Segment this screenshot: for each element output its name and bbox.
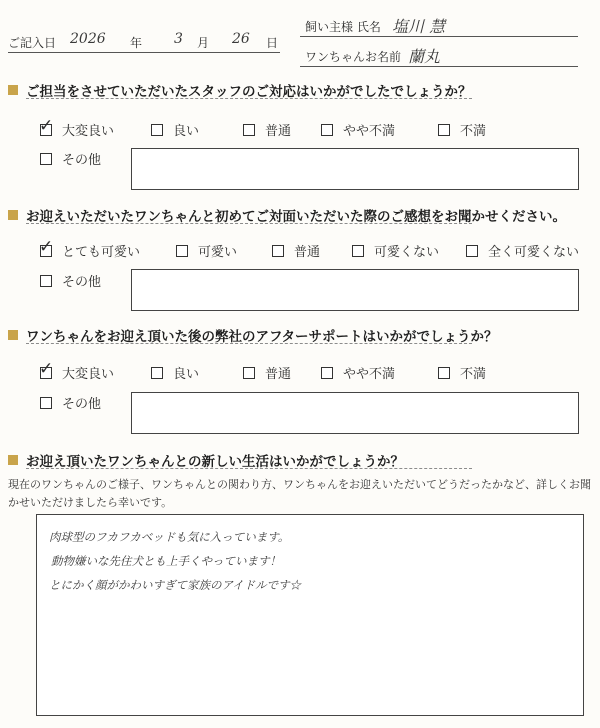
q3-option-1-label: 大変良い (62, 367, 115, 382)
q3-option-1[interactable] (40, 363, 114, 382)
q1-other-checkbox[interactable] (40, 153, 52, 165)
q2-option-4-label: 可愛くない (374, 245, 440, 260)
q2-option-1-checkbox[interactable] (40, 245, 52, 257)
q2-option-4[interactable] (352, 241, 439, 260)
q3-option-2-checkbox[interactable] (151, 367, 163, 379)
question-1-marker (8, 85, 18, 95)
q1-option-4[interactable] (321, 120, 395, 139)
question-4-heading (8, 450, 592, 470)
q1-option-1-label: 大変良い (62, 124, 115, 139)
q3-option-3[interactable] (243, 363, 291, 382)
q2-other-label: その他 (62, 275, 102, 290)
q2-option-2-label: 可愛い (198, 245, 238, 260)
dog-name-label: ワンちゃんお名前 (305, 50, 402, 64)
q2-option-4-checkbox[interactable] (352, 245, 364, 257)
entry-day-value[interactable]: 26 (232, 31, 250, 47)
entry-date-label: ご記入日 (8, 36, 57, 50)
q4-answer-line-2: 動物嫌いな先住犬とも上手くやっています！ (51, 554, 281, 568)
q2-option-5-label: 全く可愛くない (488, 245, 580, 260)
q2-option-1-label: とても可愛い (62, 245, 141, 260)
entry-year-label: 年 (130, 36, 143, 50)
question-2-heading (8, 205, 592, 225)
q2-other-checkbox[interactable] (40, 275, 52, 287)
q2-option-1[interactable] (40, 241, 140, 260)
entry-date-underline (8, 52, 280, 53)
question-1-title: ご担当をさせていただいたスタッフのご対応はいかがでしたでしょうか？ (26, 84, 472, 100)
q2-option-3-label: 普通 (294, 245, 321, 260)
q2-other-textbox[interactable] (131, 269, 579, 311)
q3-option-3-checkbox[interactable] (243, 367, 255, 379)
q3-other-checkbox[interactable] (40, 397, 52, 409)
q1-other-textbox[interactable] (131, 148, 579, 190)
question-2-marker (8, 210, 18, 220)
q2-option-3-checkbox[interactable] (272, 245, 284, 257)
q1-option-1[interactable] (40, 120, 114, 139)
question-4-marker (8, 455, 18, 465)
q3-option-5[interactable] (438, 363, 486, 382)
q1-option-5[interactable] (438, 120, 486, 139)
q1-option-2-label: 良い (173, 124, 200, 139)
q3-option-5-label: 不満 (460, 367, 487, 382)
entry-year-value[interactable]: 2026 (70, 31, 106, 47)
dog-name-underline (300, 66, 578, 67)
question-3-title: ワンちゃんをお迎え頂いた後の弊社のアフターサポートはいかがでしょうか？ (26, 329, 498, 345)
q1-option-5-label: 不満 (460, 124, 487, 139)
entry-month-value[interactable]: 3 (174, 31, 183, 47)
q1-option-2[interactable] (151, 120, 199, 139)
question-3-marker (8, 330, 18, 340)
question-4-title: お迎え頂いたワンちゃんとの新しい生活はいかがでしょうか？ (26, 454, 404, 470)
q4-answer-line-1: 肉球型のフカフカベッドも気に入っています。 (49, 530, 290, 544)
q2-other-option[interactable] (40, 271, 101, 290)
q1-option-3-label: 普通 (265, 124, 292, 139)
dog-name-value[interactable]: 蘭丸 (408, 47, 441, 66)
q3-option-3-label: 普通 (265, 367, 292, 382)
q1-option-2-checkbox[interactable] (151, 124, 163, 136)
question-3-heading (8, 325, 592, 345)
q3-option-2[interactable] (151, 363, 199, 382)
entry-day-label: 日 (266, 36, 279, 50)
q4-answer-box[interactable] (36, 514, 584, 716)
q3-option-4-checkbox[interactable] (321, 367, 333, 379)
q3-option-2-label: 良い (173, 367, 200, 382)
q1-option-5-checkbox[interactable] (438, 124, 450, 136)
q1-option-4-label: やや不満 (343, 124, 396, 139)
question-2-title: お迎えいただいたワンちゃんと初めてご対面いただいた際のご感想をお聞かせください。 (26, 209, 566, 225)
q2-option-5[interactable] (466, 241, 579, 260)
q3-other-label: その他 (62, 397, 102, 412)
q3-other-textbox[interactable] (131, 392, 579, 434)
q1-option-1-checkbox[interactable] (40, 124, 52, 136)
owner-name-underline (300, 36, 578, 37)
q2-option-3[interactable] (272, 241, 320, 260)
q3-other-option[interactable] (40, 393, 101, 412)
q1-option-4-checkbox[interactable] (321, 124, 333, 136)
q2-option-2-checkbox[interactable] (176, 245, 188, 257)
q2-option-5-checkbox[interactable] (466, 245, 478, 257)
q1-option-3[interactable] (243, 120, 291, 139)
q4-answer-line-3: とにかく顔がかわいすぎて家族のアイドルです☆ (49, 578, 301, 592)
entry-month-label: 月 (197, 36, 210, 50)
owner-name-label: 飼い主様 氏名 (305, 20, 381, 34)
q3-option-1-checkbox[interactable] (40, 367, 52, 379)
q3-option-4[interactable] (321, 363, 395, 382)
q1-other-label: その他 (62, 153, 102, 168)
question-1-heading (8, 80, 592, 100)
q2-option-2[interactable] (176, 241, 237, 260)
q3-option-5-checkbox[interactable] (438, 367, 450, 379)
q1-option-3-checkbox[interactable] (243, 124, 255, 136)
question-4-description: 現在のワンちゃんのご様子、ワンちゃんとの関わり方、ワンちゃんをお迎えいただいてどうだったかなど、詳しくお聞かせいただけましたら幸いです。 (8, 478, 591, 509)
q1-other-option[interactable] (40, 149, 101, 168)
owner-name-value[interactable]: 塩川 慧 (392, 17, 446, 36)
q3-option-4-label: やや不満 (343, 367, 396, 382)
